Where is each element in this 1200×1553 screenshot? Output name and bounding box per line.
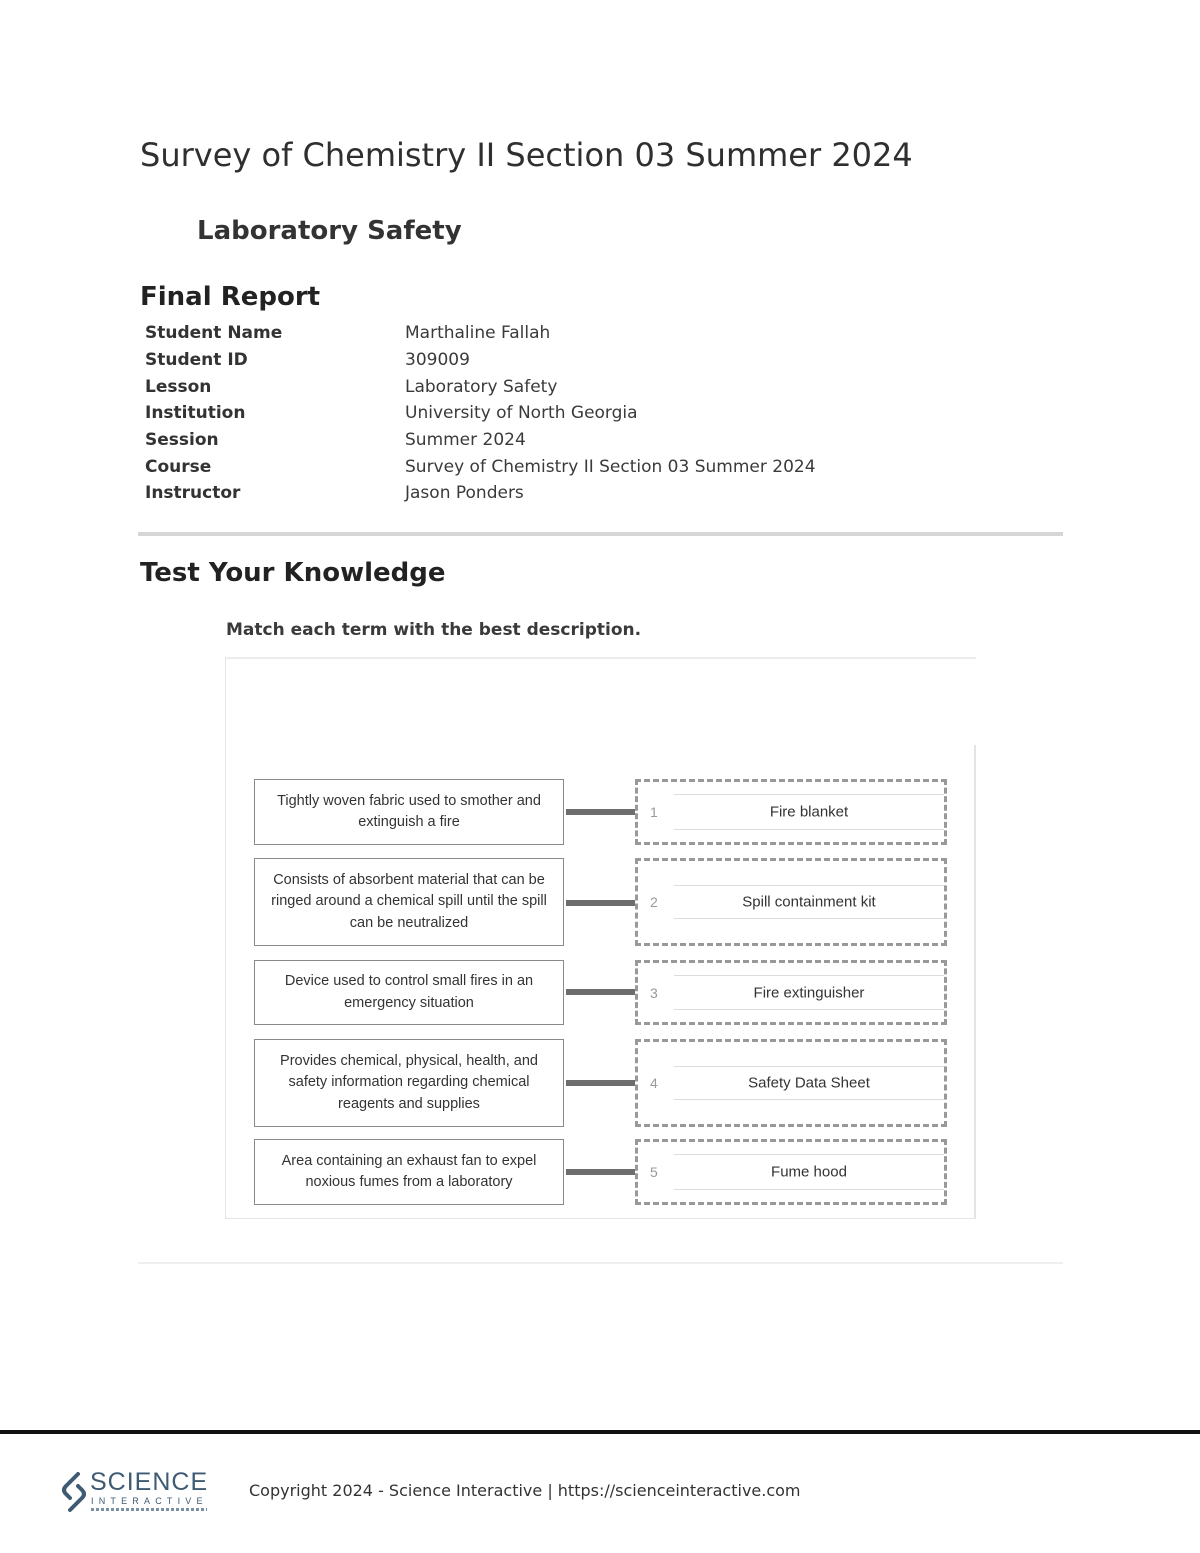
- term-label[interactable]: Fire blanket: [769, 803, 849, 821]
- logo-wordmark: SCIENCE: [90, 1468, 209, 1496]
- term-number: 4: [650, 1075, 658, 1091]
- logo-tagline-decoration: [91, 1508, 207, 1511]
- info-label: Student ID: [145, 350, 248, 371]
- description-text: Device used to control small fires in an emergency situation: [284, 973, 534, 1011]
- logo-subtitle: INTERACTIVE: [91, 1496, 208, 1506]
- info-value: Survey of Chemistry II Section 03 Summer 2024: [405, 456, 816, 477]
- term-slot[interactable]: [635, 858, 947, 946]
- term-number: 2: [650, 894, 658, 910]
- section-end-divider: [138, 1262, 1063, 1264]
- description-card[interactable]: [254, 858, 564, 946]
- info-value: University of North Georgia: [405, 403, 638, 424]
- description-card[interactable]: [254, 960, 564, 1025]
- description-card[interactable]: [254, 779, 564, 845]
- term-slot[interactable]: [635, 1039, 947, 1127]
- description-card[interactable]: [254, 1139, 564, 1205]
- info-value: 309009: [405, 350, 470, 371]
- info-row-course: [145, 453, 816, 480]
- info-value: Summer 2024: [405, 430, 526, 451]
- term-slot[interactable]: [635, 1139, 947, 1205]
- description-text: Provides chemical, physical, health, and safety information regarding chemical reagents and supplies: [280, 1052, 538, 1112]
- student-info-table: [145, 320, 816, 507]
- course-title: Survey of Chemistry II Section 03 Summer 2024: [140, 136, 913, 174]
- info-row-student-id: [145, 347, 816, 374]
- term-number: 5: [650, 1164, 658, 1180]
- info-row-session: [145, 427, 816, 454]
- info-value: Jason Ponders: [405, 483, 524, 504]
- lesson-title: Laboratory Safety: [197, 216, 462, 246]
- match-connector: [566, 1169, 636, 1175]
- section-divider: [138, 532, 1063, 536]
- match-connector: [566, 900, 636, 906]
- term-label[interactable]: Safety Data Sheet: [748, 1074, 870, 1092]
- term-slot[interactable]: [635, 960, 947, 1025]
- term-number: 1: [650, 804, 658, 820]
- info-label: Institution: [145, 403, 246, 424]
- info-row-student-name: [145, 320, 816, 347]
- logo-mark-icon: [58, 1470, 90, 1514]
- science-interactive-logo: [58, 1468, 218, 1516]
- question-instruction: Match each term with the best description.: [226, 620, 642, 640]
- info-label: Session: [145, 430, 219, 451]
- match-connector: [566, 989, 636, 995]
- section-title: Test Your Knowledge: [140, 558, 446, 588]
- info-row-institution: [145, 400, 816, 427]
- info-label: Course: [145, 456, 212, 477]
- term-label[interactable]: Fire extinguisher: [753, 984, 865, 1001]
- match-connector: [566, 1080, 636, 1086]
- term-label[interactable]: Fume hood: [771, 1163, 847, 1181]
- description-text: Consists of absorbent material that can be ringed around a chemical spill until the spill can be neutralized: [271, 871, 547, 931]
- info-row-lesson: [145, 373, 816, 400]
- term-label[interactable]: Spill containment kit: [742, 893, 876, 911]
- match-connector: [566, 809, 636, 815]
- info-label: Student Name: [145, 323, 283, 344]
- report-title: Final Report: [140, 282, 321, 312]
- copyright-text: Copyright 2024 - Science Interactive | https://scienceinteractive.com: [249, 1481, 801, 1500]
- matching-panel-edge: [974, 745, 976, 1219]
- term-number: 3: [650, 984, 658, 1001]
- description-text: Area containing an exhaust fan to expel noxious fumes from a laboratory: [281, 1152, 537, 1190]
- info-value: Laboratory Safety: [405, 376, 558, 397]
- description-card[interactable]: [254, 1039, 564, 1127]
- info-label: Lesson: [145, 376, 212, 397]
- description-text: Tightly woven fabric used to smother and extinguish a fire: [277, 792, 541, 830]
- info-row-instructor: [145, 480, 816, 507]
- info-label: Instructor: [145, 483, 241, 504]
- info-value: Marthaline Fallah: [405, 323, 551, 344]
- footer-rule: [0, 1430, 1200, 1434]
- term-slot[interactable]: [635, 779, 947, 845]
